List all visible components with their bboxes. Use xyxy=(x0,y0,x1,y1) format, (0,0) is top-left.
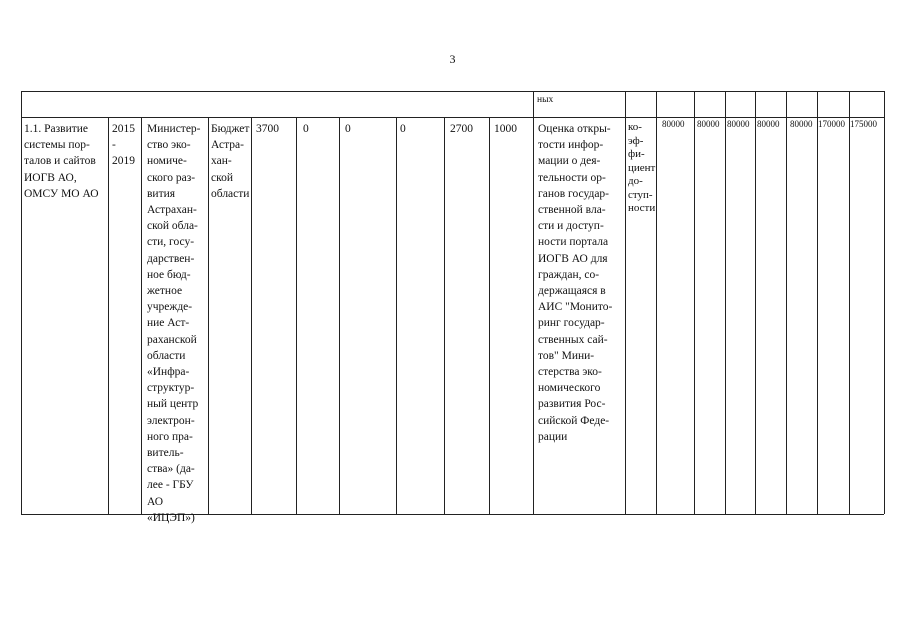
column-divider xyxy=(251,117,252,514)
column-divider xyxy=(817,91,818,514)
column-divider xyxy=(786,91,787,514)
executor-cell: Министер- ство эко- номиче- ского раз- вития Астрахан- ской обла- сти, госу- дарствен- ное бюд- жетное учрежде- ние Аст- раханской области «Инфра- структур- ный центр электрон- ного пра- витель- ства» (да- лее - ГБУ АО «ИЦЭП») xyxy=(147,123,201,524)
column-divider xyxy=(625,91,626,514)
amount-2017-cell: 0 xyxy=(400,123,406,135)
table-right-border xyxy=(884,91,885,514)
target-value-cell: 80000 xyxy=(727,119,750,129)
column-divider xyxy=(396,117,397,514)
amount-2015-cell: 0 xyxy=(303,123,309,135)
indicator-header-continuation: ных xyxy=(537,95,554,105)
column-divider xyxy=(141,117,142,514)
column-divider xyxy=(339,117,340,514)
target-value-cell: 80000 xyxy=(697,119,720,129)
funding-source-cell: Бюджет Астра- хан- ской области xyxy=(211,123,250,200)
column-divider xyxy=(489,117,490,514)
column-divider xyxy=(444,117,445,514)
years-cell: 2015 - 2019 xyxy=(112,123,135,168)
indicator-cell: Оценка откры- тости инфор- мации о дея- тельности ор- ганов государ- ственной вла- сти и доступ- ности портала ИОГВ АО для граждан, со- держащаяся в АИС "Монито- ринг государ- ственных сай- тов" Мини- стерства эко- номического развития Рос- сийской Феде- рации xyxy=(538,123,613,443)
column-divider xyxy=(725,91,726,514)
amount-2016-cell: 0 xyxy=(345,123,351,135)
table-left-border xyxy=(21,91,22,514)
target-value-cell: 175000 xyxy=(850,119,877,129)
target-value-cell: 80000 xyxy=(662,119,685,129)
amount-2019-cell: 1000 xyxy=(494,123,517,135)
column-divider xyxy=(533,91,534,514)
column-divider xyxy=(108,117,109,514)
column-divider xyxy=(656,91,657,514)
column-divider xyxy=(849,91,850,514)
column-divider xyxy=(755,91,756,514)
amount-total-cell: 3700 xyxy=(256,123,279,135)
page-number: 3 xyxy=(449,52,456,66)
column-divider xyxy=(208,117,209,514)
amount-2018-cell: 2700 xyxy=(450,123,473,135)
column-divider xyxy=(296,117,297,514)
target-value-cell: 80000 xyxy=(757,119,780,129)
target-value-cell: 170000 xyxy=(818,119,845,129)
activity-cell: 1.1. Развитие системы пор- талов и сайтов ИОГВ АО, ОМСУ МО АО xyxy=(24,123,99,200)
column-divider xyxy=(694,91,695,514)
unit-cell: ко- эф- фи- циент до- ступ- ности xyxy=(628,121,656,214)
target-value-cell: 80000 xyxy=(790,119,813,129)
